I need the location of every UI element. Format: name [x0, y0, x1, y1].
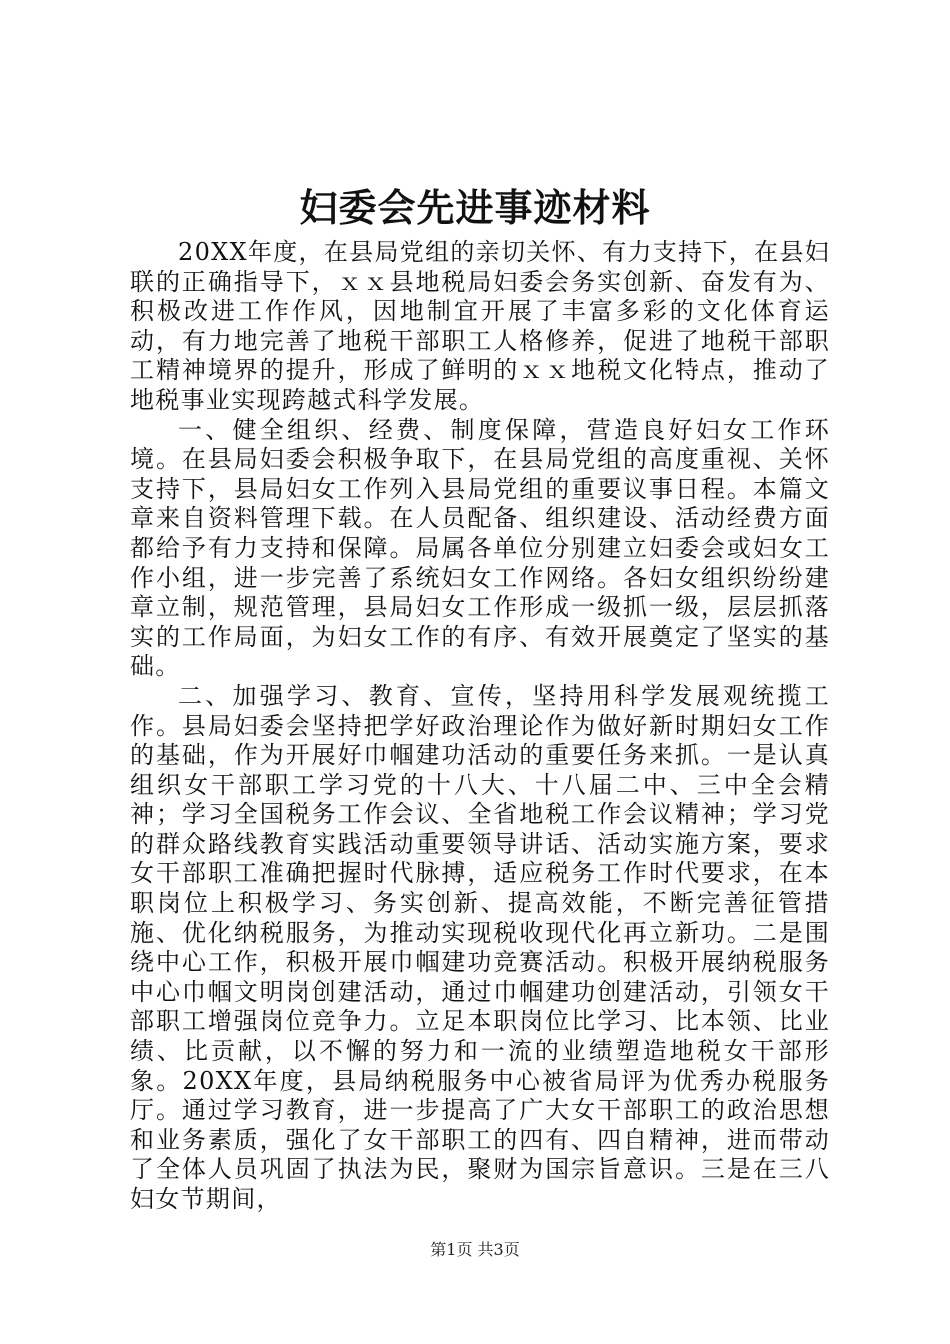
document-title: 妇委会先进事迹材料 [299, 185, 651, 230]
page-footer: 第1页 共3页 [430, 1240, 520, 1259]
paragraph-section-two: 二、加强学习、教育、宣传，坚持用科学发展观统揽工作。县局妇委会坚持把学好政治理论作为做好新时期妇女工作的基础，作为开展好巾帼建功活动的重要任务来抓。一是认真组织女干部职工学习党的十八大、十八届二中、三中全会精神；学习全国税务工作会议、全省地税工作会议精神；学习党的群众路线教育实践活动重要领导讲话、活动实施方案，要求女干部职工准确把握时代脉搏，适应税务工作时代要求，在本职岗位上积极学习、务实创新、提高效能，不断完善征管措施、优化纳税服务，为推动实现税收现代化再立新功。二是围绕中心工作，积极开展巾帼建功竞赛活动。积极开展纳税服务中心巾帼文明岗创建活动，通过巾帼建功创建活动，引领女干部职工增强岗位竞争力。立足本职岗位比学习、比本领、比业绩、比贡献，以不懈的努力和一流的业绩塑造地税女干部形象。20XX年度，县局纳税服务中心被省局评为优秀办税服务厅。通过学习教育，进一步提高了广大女干部职工的政治思想和业务素质，强化了女干部职工的四有、四自精神，进而带动了全体人员巩固了执法为民，聚财为国宗旨意识。三是在三八妇女节期间， [130, 681, 830, 1213]
paragraph-intro: 20XX年度，在县局党组的亲切关怀、有力支持下，在县妇联的正确指导下，ｘｘ县地税局妇委会务实创新、奋发有为、积极改进工作作风，因地制宜开展了丰富多彩的文化体育运动，有力地完善了地税干部职工人格修养，促进了地税干部职工精神境界的提升，形成了鲜明的ｘｘ地税文化特点，推动了地税事业实现跨越式科学发展。 [130, 238, 830, 414]
document-body [130, 238, 830, 1215]
paragraph-section-one: 一、健全组织、经费、制度保障，营造良好妇女工作环境。在县局妇委会积极争取下，在县局党组的高度重视、关怀支持下，县局妇女工作列入县局党组的重要议事日程。本篇文章来自资料管理下载。在人员配备、组织建设、活动经费方面都给予有力支持和保障。局属各单位分别建立妇委会或妇女工作小组，进一步完善了系统妇女工作网络。各妇女组织纷纷建章立制，规范管理，县局妇女工作形成一级抓一级，层层抓落实的工作局面，为妇女工作的有序、有效开展奠定了坚实的基础。 [130, 415, 830, 681]
